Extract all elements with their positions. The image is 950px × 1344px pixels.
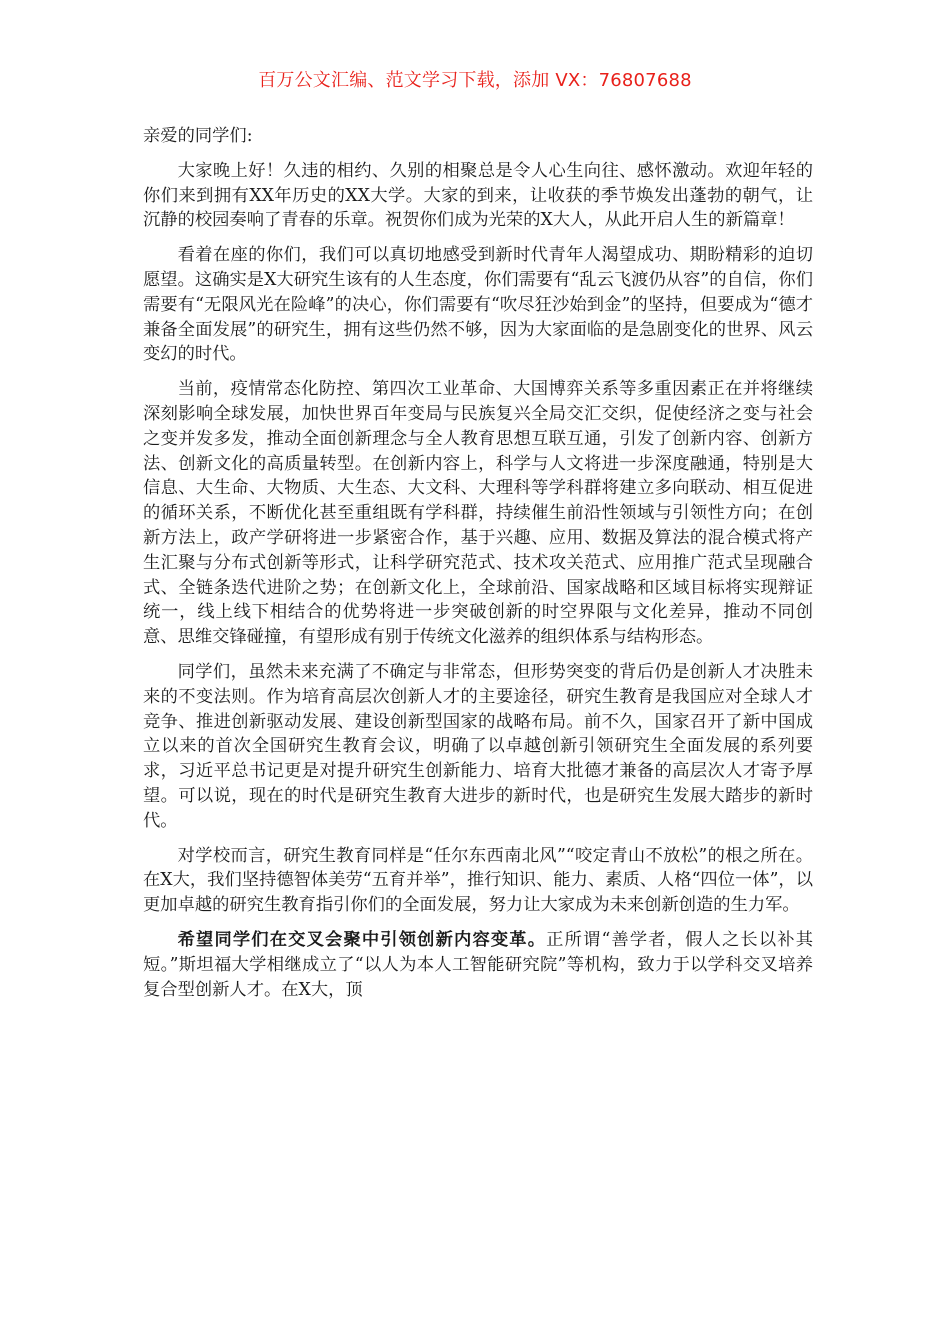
document-body [143, 124, 813, 1012]
paragraph-lead-sentence: 希望同学们在交叉会聚中引领创新内容变革。 [177, 929, 547, 950]
greeting: 亲爱的同学们: [143, 126, 253, 146]
paragraph-innovation-trends: 当前，疫情常态化防控、第四次工业革命、大国博弈关系等多重因素正在并将继续深刻影响全球发展，加快世界百年变局与民族复兴全局交汇交织，促使经济之变与社会之变并发多发，推动全面创新理念与全人教育思想互联互通，引发了创新内容、创新方法、创新文化的高质量转型。在创新内容上，科学与人文将进一步深度融通，特别是大信息、大生命、大物质、大生态、大文科、大理科等学科群将建立多向联动、相互促进的循环关系，不断优化甚至重组既有学科群，持续催生前沿性领域与引领性方向；在创新方法上，政产学研将进一步紧密合作，基于兴趣、应用、数据及算法的混合模式将产生汇聚与分布式创新等形式，让科学研究范式、技术攻关范式、应用推广范式呈现融合式、全链条迭代进阶之势；在创新文化上，全球前沿、国家战略和区域目标将实现辩证统一，线上线下相结合的优势将进一步突破创新的时空界限与文化差异，推动不同创意、思维交锋碰撞，有望形成有别于传统文化滋养的组织体系与结构形态。 [143, 379, 813, 648]
paragraph-attitude: 看着在座的你们，我们可以真切地感受到新时代青年人渴望成功、期盼精彩的迫切愿望。这确实是X大研究生该有的人生态度，你们需要有“乱云飞渡仍从容”的自信，你们需要有“无限风光在险峰”的决心，你们需要有“吹尽狂沙始到金”的坚持，但要成为“德才兼备全面发展”的研究生，拥有这些仍然不够，因为大家面临的是急剧变化的世界、风云变幻的时代。 [143, 245, 813, 365]
download-banner: 百万公文汇编、范文学习下载，添加 VX：76807688 [258, 70, 692, 91]
paragraph-hope-interdisciplinary [143, 928, 813, 1002]
paragraph-welcome: 大家晚上好！久违的相约、久别的相聚总是令人心生向往、感怀激动。欢迎年轻的你们来到拥有XX年历史的XX大学。大家的到来，让收获的季节焕发出蓬勃的朝气，让沉静的校园奏响了青春的乐章。祝贺你们成为光荣的X大人，从此开启人生的新篇章！ [143, 160, 813, 231]
paragraph-body-text: 正所谓“善学者，假人之长以补其短。”斯坦福大学相继成立了“以人为本人工智能研究院”等机构，致力于以学科交叉培养复合型创新人才。在X大，顶 [143, 929, 813, 1000]
paragraph-school-commitment: 对学校而言，研究生教育同样是“任尔东西南北风”“咬定青山不放松”的根之所在。在X大，我们坚持德智体美劳“五育并举”，推行知识、能力、素质、人格“四位一体”，以更加卓越的研究生教育指引你们的全面发展，努力让大家成为未来创新创造的生力军。 [143, 845, 813, 916]
paragraph-graduate-education: 同学们，虽然未来充满了不确定与非常态，但形势突变的背后仍是创新人才决胜未来的不变法则。作为培育高层次创新人才的主要途径，研究生教育是我国应对全球人才竞争、推进创新驱动发展、建设创新型国家的战略布局。前不久，国家召开了新中国成立以来的首次全国研究生教育会议，明确了以卓越创新引领研究生全面发展的系列要求，习近平总书记更是对提升研究生创新能力、培育大批德才兼备的高层次人才寄予厚望。可以说，现在的时代是研究生教育大进步的新时代，也是研究生发展大踏步的新时代。 [143, 661, 813, 831]
